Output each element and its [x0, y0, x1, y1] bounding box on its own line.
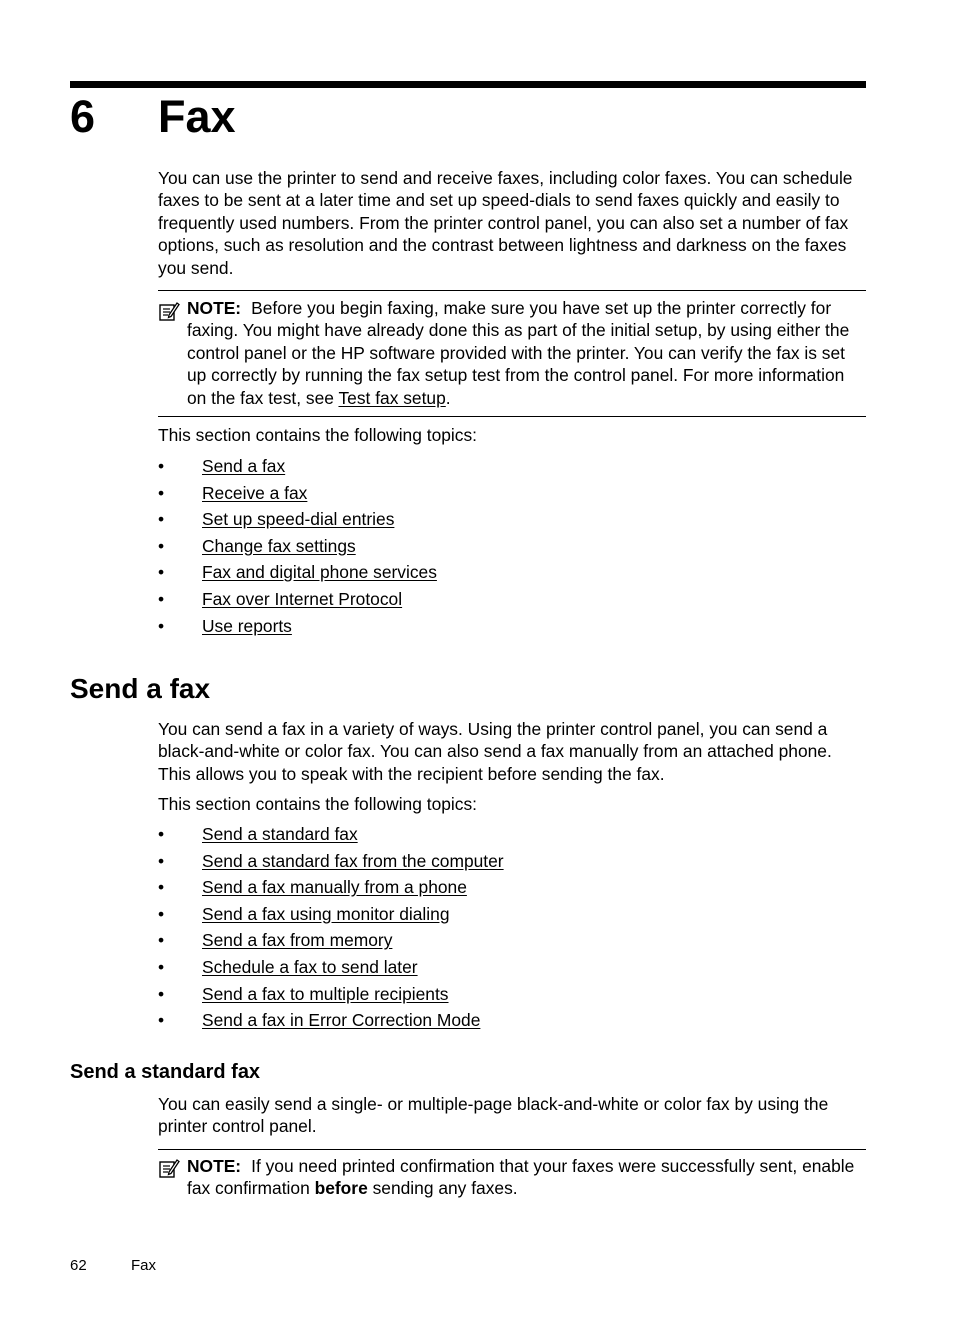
topic-link[interactable]: Set up speed-dial entries [202, 509, 395, 530]
bullet: • [158, 535, 165, 556]
topic-link[interactable]: Receive a fax [202, 482, 308, 503]
bullet: • [158, 456, 165, 476]
topic-link[interactable]: Send a fax using monitor dialing [202, 903, 450, 924]
footer-page-number: 62 [70, 1257, 87, 1274]
note-bold-word: before [314, 1178, 368, 1199]
topic-link[interactable]: Send a fax manually from a phone [202, 877, 467, 898]
note-box-setup [158, 290, 866, 417]
topic-link[interactable]: Send a fax to multiple recipients [202, 983, 449, 1004]
note-icon [158, 1157, 180, 1179]
note-text: NOTE: If you need printed confirmation that your faxes were successfully sent, enable fax confirmation before sending any faxes. [187, 1156, 855, 1199]
bullet: • [158, 588, 165, 609]
subsection-heading-standard-fax: Send a standard fax [70, 1061, 261, 1083]
bullet: • [158, 482, 165, 503]
note-text: NOTE: Before you begin faxing, make sure you have set up the printer correctly for faxing. You might have already done this as part of the initial setup, by using either the control panel or the HP software provided with the printer. You can verify the fax is set up correctly by running the fax setup test from the control panel. For more information on the fax test, see Test fax setup. [187, 298, 850, 408]
chapter-number: 6 [70, 91, 96, 142]
topic-link[interactable]: Change fax settings [202, 535, 356, 556]
chapter-top-rule [70, 81, 866, 88]
topic-link[interactable]: Fax over Internet Protocol [202, 588, 403, 609]
bullet: • [158, 562, 165, 583]
note-icon [158, 300, 180, 322]
footer-section-name: Fax [131, 1257, 157, 1274]
topic-link[interactable]: Send a standard fax [202, 824, 358, 844]
bullet: • [158, 877, 165, 898]
topics-intro: This section contains the following topics: [158, 425, 477, 445]
bullet: • [158, 930, 165, 951]
bullet: • [158, 615, 165, 636]
topic-link[interactable]: Send a fax in Error Correction Mode [202, 1010, 481, 1031]
section-heading-send-a-fax: Send a fax [70, 673, 211, 704]
chapter-heading [70, 88, 866, 146]
bullet: • [158, 983, 165, 1004]
bullet: • [158, 824, 165, 844]
send-fax-paragraph: You can send a fax in a variety of ways. Using the printer control panel, you can send a black-and-white or color fax. You can also send a fax manually from an attached phone. This allows you to speak with the recipient before sending the fax. [158, 719, 832, 784]
send-fax-topics-intro: This section contains the following topics: [158, 794, 477, 814]
note-body: Before you begin faxing, make sure you have set up the printer correctly for faxing. You might have already done this as part of the initial setup, by using either the control panel or the HP software provided with the printer. You can verify the fax is set up correctly by running the fax setup test from the control panel. For more information on the fax test, see [187, 298, 850, 408]
link-test-fax-setup[interactable]: Test fax setup [338, 387, 446, 408]
standard-fax-paragraph: You can easily send a single- or multiple-page black-and-white or color fax by using the printer control panel. [158, 1094, 829, 1137]
bullet: • [158, 903, 165, 924]
chapter-title: Fax [158, 91, 236, 142]
note-label: NOTE: [187, 298, 242, 318]
bullet: • [158, 956, 165, 977]
topic-link[interactable]: Send a fax from memory [202, 930, 393, 951]
note-box-confirmation [158, 1149, 866, 1202]
bullet: • [158, 509, 165, 530]
topic-link[interactable]: Send a standard fax from the computer [202, 850, 504, 871]
note-label: NOTE: [187, 1156, 242, 1176]
topic-link[interactable]: Send a fax [202, 456, 286, 476]
topic-link[interactable]: Use reports [202, 615, 292, 636]
topic-link[interactable]: Fax and digital phone services [202, 562, 437, 583]
bullet: • [158, 850, 165, 871]
bullet: • [158, 1010, 165, 1031]
intro-paragraph: You can use the printer to send and receive faxes, including color faxes. You can schedule faxes to be sent at a later time and set up speed-dials to send faxes quickly and easily to frequently used numbers. From the printer control panel, you can also set a number of fax options, such as resolution and the contrast between lightness and darkness on the faxes you send. [158, 168, 853, 278]
topic-link[interactable]: Schedule a fax to send later [202, 956, 418, 977]
